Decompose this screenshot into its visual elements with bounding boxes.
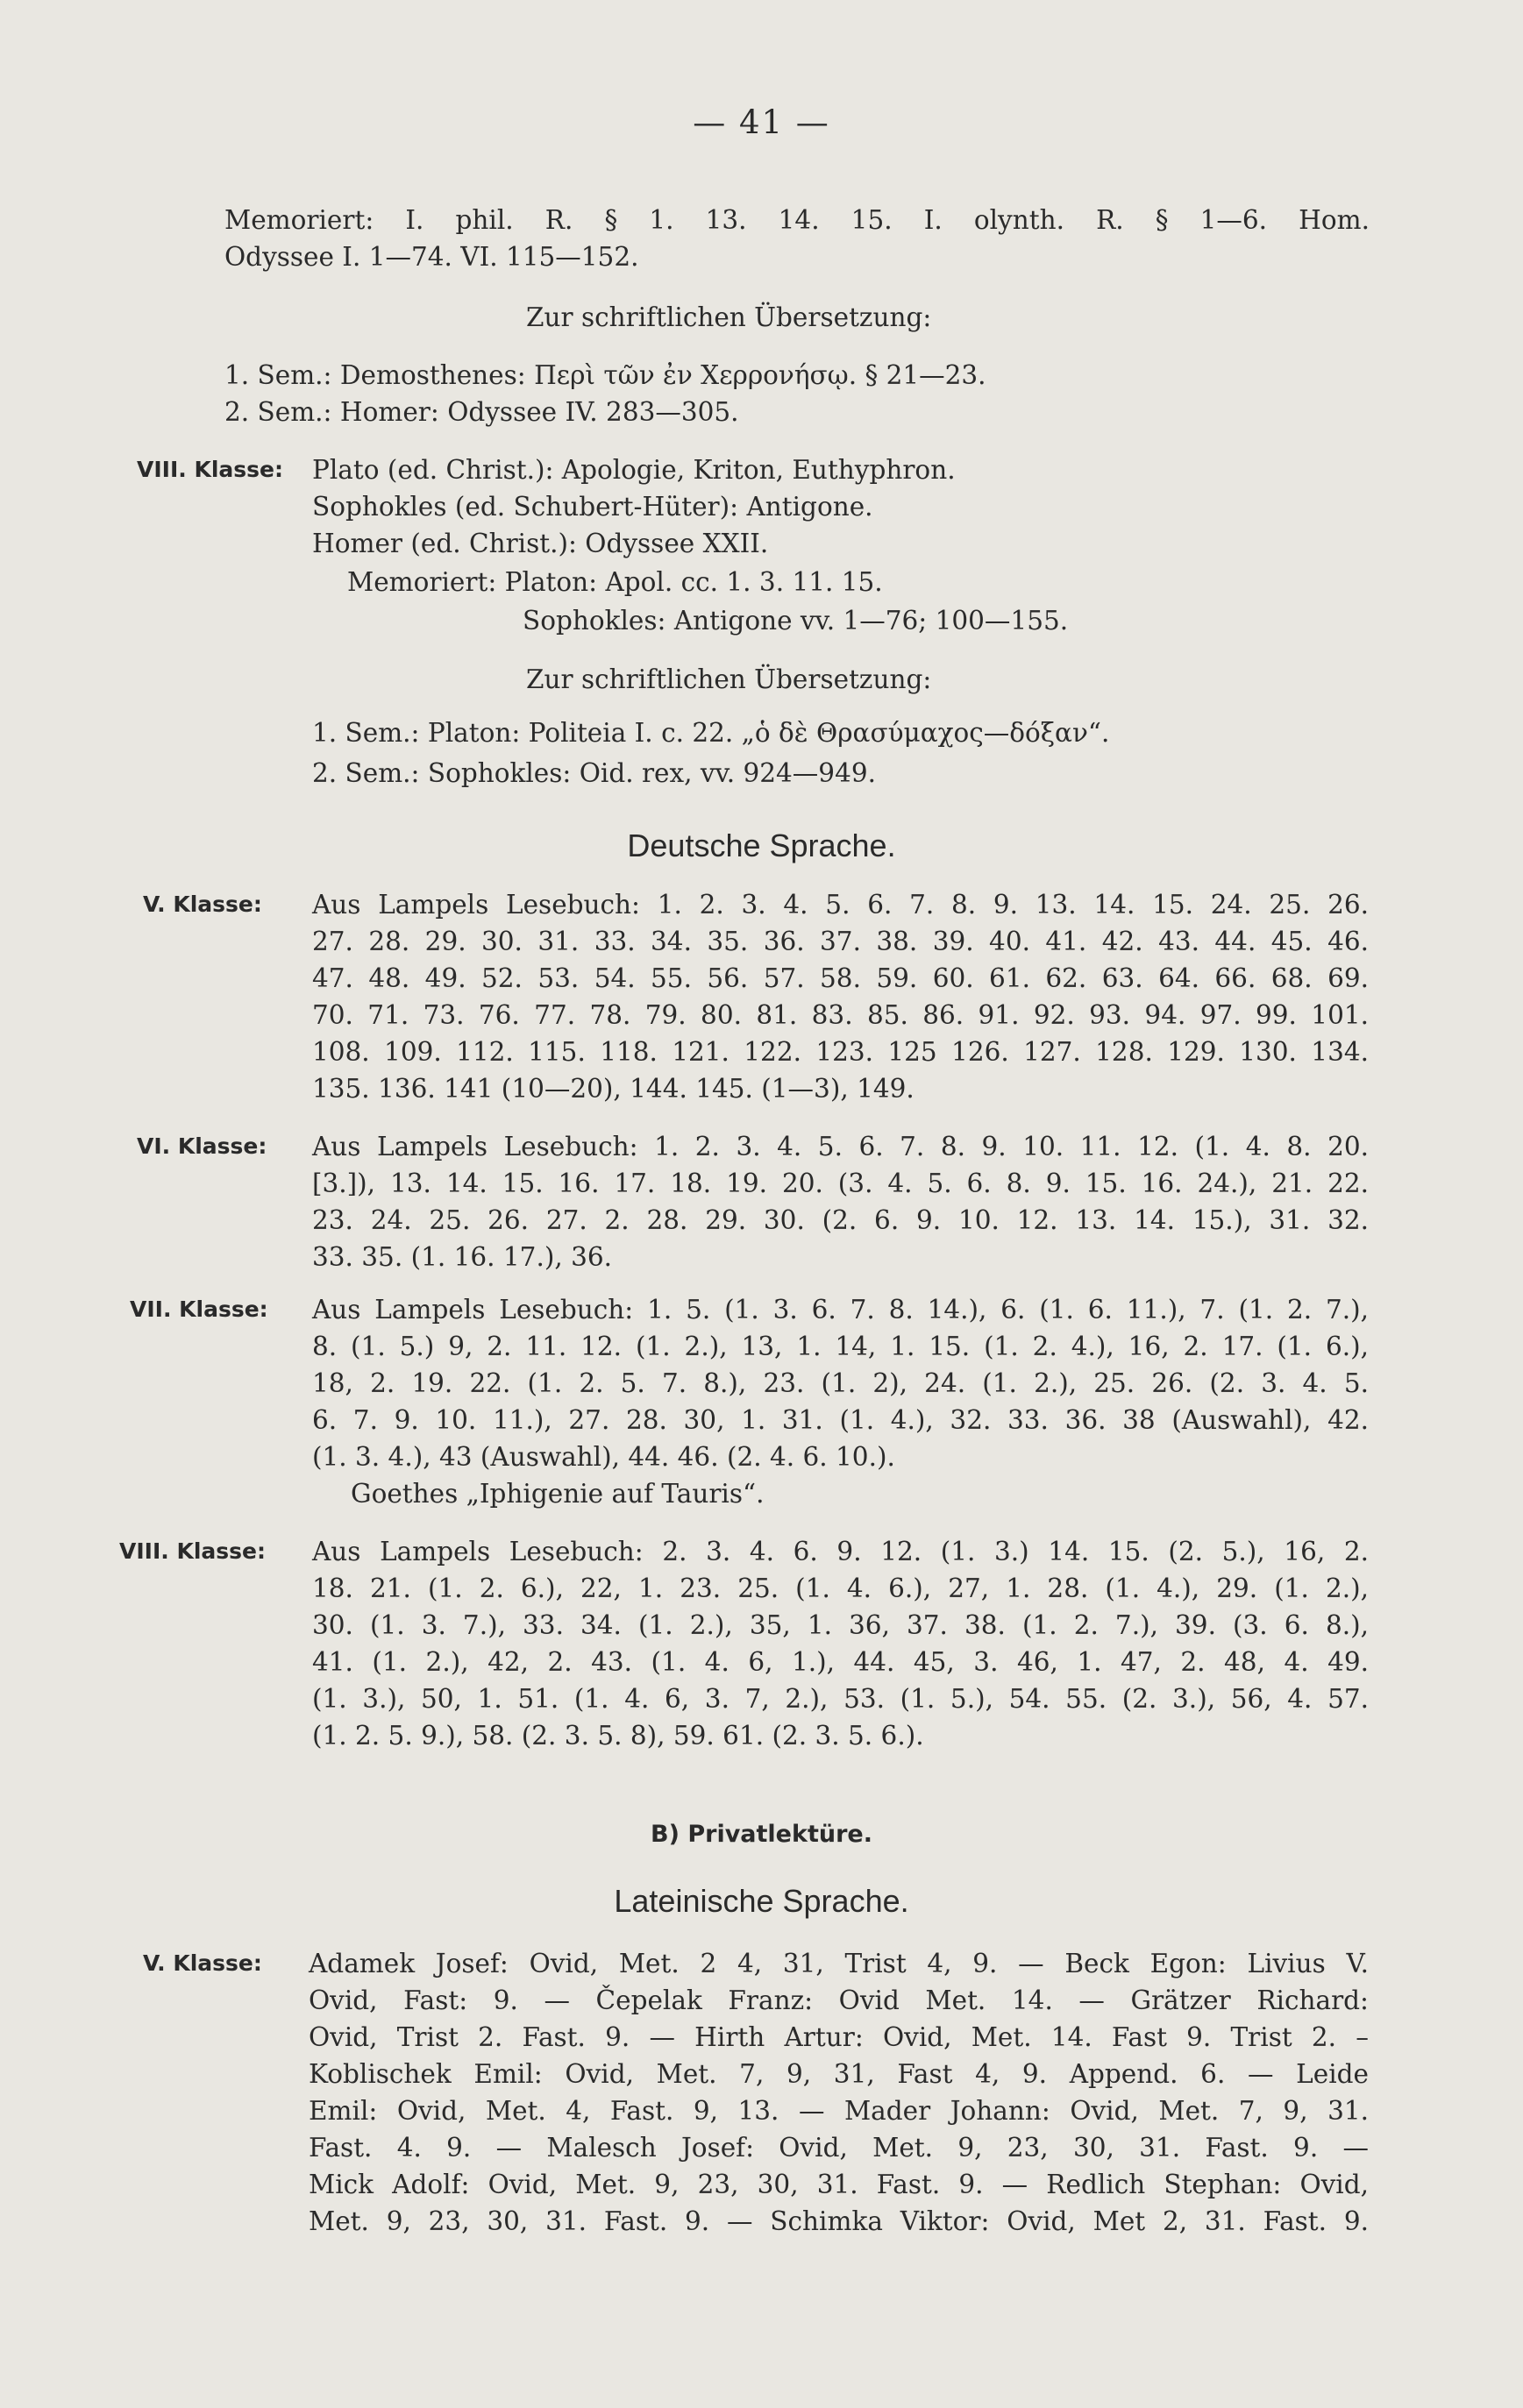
latein-klasse-v-line: Mick Adolf: Ovid, Met. 9, 23, 30, 31. Fast. 9. — Redlich Stephan: Ovid, (309, 2170, 1369, 2199)
deutsch-klasse-vii-line: (1. 3. 4.), 43 (Auswahl), 44. 46. (2. 4. 6. 10.). (312, 1442, 895, 1472)
klasse-viii-line-5: Sophokles: Antigone vv. 1—76; 100—155. (523, 606, 1069, 636)
klasse-viii-sem-line-2: 2. Sem.: Sophokles: Oid. rex, vv. 924—949. (312, 758, 876, 788)
deutsch-klasse-v-line: 135. 136. 141 (10—20), 144. 145. (1—3), 149. (312, 1074, 915, 1104)
deutsch-klasse-vi-line: [3.]), 13. 14. 15. 16. 17. 18. 19. 20. (3. 4. 5. 6. 8. 9. 15. 16. 24.), 21. 22. (312, 1168, 1369, 1198)
deutsch-klasse-v-line: 108. 109. 112. 115. 118. 121. 122. 123. 125 126. 127. 128. 129. 130. 134. (312, 1037, 1369, 1067)
deutsch-klasse-viii-line: (1. 3.), 50, 1. 51. (1. 4. 6, 3. 7, 2.), 53. (1. 5.), 54. 55. (2. 3.), 56, 4. 57. (312, 1684, 1369, 1714)
klasse-viii-uebersetzung-title: Zur schriftlichen Übersetzung: (526, 664, 932, 694)
deutsch-klasse-v-line: Aus Lampels Lesebuch: 1. 2. 3. 4. 5. 6. 7. 8. 9. 13. 14. 15. 24. 25. 26. (312, 890, 1369, 920)
deutsch-klasse-vii-line: Goethes „Iphigenie auf Tauris“. (351, 1479, 765, 1509)
sem-line-2: 2. Sem.: Homer: Odyssee IV. 283—305. (224, 397, 739, 427)
klasse-viii-line-1: Plato (ed. Christ.): Apologie, Kriton, Euthyphron. (312, 455, 956, 485)
deutsch-klasse-vi-label: VI. Klasse: (137, 1133, 267, 1159)
klasse-viii-line-2: Sophokles (ed. Schubert-Hüter): Antigone. (312, 492, 873, 522)
deutsch-klasse-vii-line: 18, 2. 19. 22. (1. 2. 5. 7. 8.), 23. (1. 2), 24. (1. 2.), 25. 26. (2. 3. 4. 5. (312, 1368, 1369, 1398)
section-heading-lateinische-sprache: Lateinische Sprache. (614, 1883, 909, 1919)
deutsch-klasse-v-line: 47. 48. 49. 52. 53. 54. 55. 56. 57. 58. 59. 60. 61. 62. 63. 64. 66. 68. 69. (312, 963, 1369, 993)
deutsch-klasse-vii-line: 8. (1. 5.) 9, 2. 11. 12. (1. 2.), 13, 1. 14, 1. 15. (1. 2. 4.), 16, 2. 17. (1. 6.), (312, 1332, 1369, 1361)
klasse-viii-label: VIII. Klasse: (137, 457, 283, 482)
deutsch-klasse-v-line: 27. 28. 29. 30. 31. 33. 34. 35. 36. 37. 38. 39. 40. 41. 42. 43. 44. 45. 46. (312, 927, 1369, 956)
sem-line-1: 1. Sem.: Demosthenes: Περὶ τῶν ἐν Χερρονήσῳ. § 21—23. (224, 360, 986, 390)
section-heading-privatlektuere: B) Privatlektüre. (651, 1821, 872, 1848)
deutsch-klasse-viii-line: 18. 21. (1. 2. 6.), 22, 1. 23. 25. (1. 4. 6.), 27, 1. 28. (1. 4.), 29. (1. 2.), (312, 1573, 1369, 1603)
latein-klasse-v-line: Adamek Josef: Ovid, Met. 2 4, 31, Trist 4, 9. — Beck Egon: Livius V. (309, 1949, 1369, 1978)
deutsch-klasse-vi-line: 23. 24. 25. 26. 27. 2. 28. 29. 30. (2. 6. 9. 10. 12. 13. 14. 15.), 31. 32. (312, 1205, 1369, 1235)
page-number: — 41 — (693, 103, 830, 141)
deutsch-klasse-v-line: 70. 71. 73. 76. 77. 78. 79. 80. 81. 83. 85. 86. 91. 92. 93. 94. 97. 99. 101. (312, 1000, 1369, 1030)
memoriert-line-2: Odyssee I. 1—74. VI. 115—152. (224, 242, 639, 272)
uebersetzung-title: Zur schriftlichen Übersetzung: (526, 302, 932, 332)
latein-klasse-v-line: Emil: Ovid, Met. 4, Fast. 9, 13. — Mader Johann: Ovid, Met. 7, 9, 31. (309, 2096, 1369, 2126)
deutsch-klasse-vii-line: 6. 7. 9. 10. 11.), 27. 28. 30, 1. 31. (1. 4.), 32. 33. 36. 38 (Auswahl), 42. (312, 1405, 1369, 1435)
klasse-viii-sem-line-1: 1. Sem.: Platon: Politeia I. c. 22. „ὁ δὲ Θρασύμαχος—δόξαν“. (312, 718, 1110, 748)
latein-klasse-v-line: Fast. 4. 9. — Malesch Josef: Ovid, Met. 9, 23, 30, 31. Fast. 9. — (309, 2133, 1369, 2163)
latein-klasse-v-line: Ovid, Trist 2. Fast. 9. — Hirth Artur: Ovid, Met. 14. Fast 9. Trist 2. – (309, 2022, 1369, 2052)
latein-klasse-v-label: V. Klasse: (143, 1950, 262, 1976)
deutsch-klasse-viii-line: 41. (1. 2.), 42, 2. 43. (1. 4. 6, 1.), 44. 45, 3. 46, 1. 47, 2. 48, 4. 49. (312, 1647, 1369, 1677)
deutsch-klasse-vii-line: Aus Lampels Lesebuch: 1. 5. (1. 3. 6. 7. 8. 14.), 6. (1. 6. 11.), 7. (1. 2. 7.), (312, 1295, 1369, 1325)
latein-klasse-v-line: Ovid, Fast: 9. — Čepelak Franz: Ovid Met. 14. — Grätzer Richard: (309, 1985, 1369, 2015)
deutsch-klasse-vii-label: VII. Klasse: (130, 1296, 268, 1322)
deutsch-klasse-v-label: V. Klasse: (143, 891, 262, 917)
klasse-viii-line-4: Memoriert: Platon: Apol. cc. 1. 3. 11. 15. (347, 567, 883, 597)
deutsch-klasse-viii-line: Aus Lampels Lesebuch: 2. 3. 4. 6. 9. 12. (1. 3.) 14. 15. (2. 5.), 16, 2. (312, 1537, 1369, 1566)
deutsch-klasse-vi-line: 33. 35. (1. 16. 17.), 36. (312, 1242, 613, 1272)
latein-klasse-v-line: Met. 9, 23, 30, 31. Fast. 9. — Schimka Viktor: Ovid, Met 2, 31. Fast. 9. (309, 2206, 1369, 2236)
deutsch-klasse-viii-line: (1. 2. 5. 9.), 58. (2. 3. 5. 8), 59. 61. (2. 3. 5. 6.). (312, 1721, 924, 1751)
section-heading-deutsche-sprache: Deutsche Sprache. (627, 828, 896, 863)
deutsch-klasse-viii-label: VIII. Klasse: (119, 1538, 266, 1564)
deutsch-klasse-vi-line: Aus Lampels Lesebuch: 1. 2. 3. 4. 5. 6. 7. 8. 9. 10. 11. 12. (1. 4. 8. 20. (312, 1132, 1369, 1161)
klasse-viii-line-3: Homer (ed. Christ.): Odyssee XXII. (312, 529, 769, 558)
deutsch-klasse-viii-line: 30. (1. 3. 7.), 33. 34. (1. 2.), 35, 1. 36, 37. 38. (1. 2. 7.), 39. (3. 6. 8.), (312, 1610, 1369, 1640)
latein-klasse-v-line: Koblischek Emil: Ovid, Met. 7, 9, 31, Fast 4, 9. Append. 6. — Leide (309, 2059, 1369, 2089)
memoriert-line-1: Memoriert: I. phil. R. § 1. 13. 14. 15. I. olynth. R. § 1—6. Hom. (224, 205, 1370, 235)
